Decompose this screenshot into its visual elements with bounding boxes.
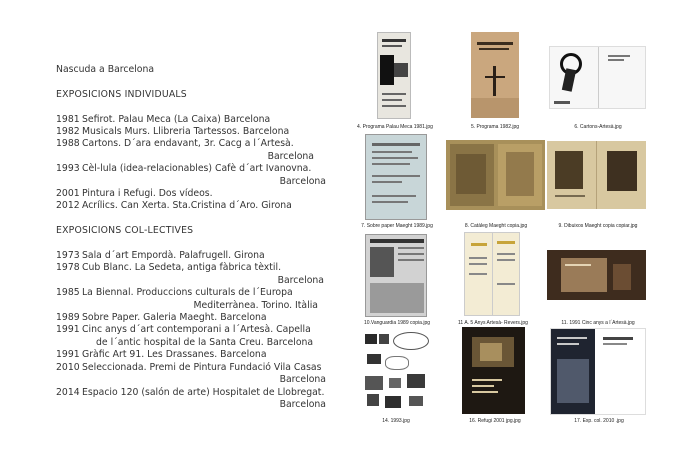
exhibition-entry-cont: Barcelona [279,175,326,187]
individual-heading: EXPOSICIONS INDIVIDUALS [56,88,187,100]
exhibition-entry: 2014 Espacio 120 (salón de arte) Hospitalet de Llobregat. [56,386,325,398]
collective-heading: EXPOSICIONS COL-LECTIVES [56,225,194,237]
exhibition-entry-cont: de l´antic hospital de la Santa Creu. Barcelona [96,336,314,348]
collective-list [56,250,346,411]
caption-4: 4. Programa Palau Meca 1981.jpg [357,124,433,130]
caption-10: 10.Vanguardia 1989 copia.jpg [363,320,431,326]
thumbnail-refugi-2001 [462,327,525,414]
thumbnail-programa-palau-meca [377,32,411,119]
exhibition-entry: 1982 Musicals Murs. Llibreria Tartessos. Barcelona [56,126,290,137]
exhibition-entry: 1988 Cartons. D´ara endavant, 3r. Cacg a l´Artesà. [56,138,294,150]
birth-line: Nascuda a Barcelona [56,64,155,75]
exhibition-entry: 1991 Cinc anys d´art contemporani a l´Artesà. Capella [56,324,311,336]
thumbnail-1993 [363,330,429,414]
exhibition-entry-cont: Barcelona [277,274,324,286]
thumbnail-cataleg-maeght [446,140,545,210]
caption-14: 14. 1993.jpg [382,418,410,424]
caption-16: 16. Refugi 2001 jpg.jpg [469,418,521,424]
exhibition-entry: 2010 Seleccionada. Premi de Pintura Fundació Vila Casas [56,361,322,373]
caption-9: 9. Dibuixos Maeght copia copiar.jpg [558,223,638,229]
caption-7: 7. Sobre paper Maeght 1989.jpg [361,223,433,229]
individual-list [56,114,346,213]
exhibition-entry: 2012 Acrílics. Can Xerta. Sta.Cristina d´Aro. Girona [56,200,292,212]
thumbnail-1991-cinc-anys-artesa [547,250,646,300]
exhibition-entry: 2001 Pintura i Refugi. Dos vídeos. [56,188,213,200]
thumbnail-5-anys-artesa-revers [464,232,520,316]
caption-8: 8. Catàleg Maeght copia.jpg [464,223,528,229]
caption-5: 5. Programa 1982.jpg [470,124,520,130]
thumbnail-sobre-paper-maeght [365,134,427,220]
cv-text [56,64,346,411]
exhibition-entry-cont: Barcelona [267,150,314,162]
exhibition-entry: 1991 Gràfic Art 91. Les Drassanes. Barcelona [56,349,267,361]
thumbnail-dibuixos-maeght [547,141,646,209]
thumbnail-vanguardia-1989 [365,234,427,317]
caption-17: 17. Exp. col. 2010 .jpg [574,418,624,424]
caption-11a: 11 A. 5 Anys Artesà- Revers.jpg [458,320,528,326]
exhibition-entry: 1989 Sobre Paper. Galeria Maeght. Barcelona [56,312,267,324]
exhibition-entry: 1985 La Biennal. Produccions culturals de l´Europa [56,287,293,299]
caption-11: 11. 1991 Cinc anys a l´Artesà.jpg [561,320,635,326]
thumbnail-programa-1982 [471,32,519,118]
exhibition-entry-cont: Barcelona [279,374,326,386]
exhibition-entry: 1978 Cub Blanc. La Sedeta, antiga fàbrica tèxtil. [56,262,282,274]
thumbnail-cartons-artesa [549,46,646,109]
exhibition-entry-cont: Barcelona [279,398,326,410]
caption-6: 6. Cartons-Artesà.jpg [574,124,622,130]
exhibition-entry: 1973 Sala d´art Empordà. Palafrugell. Girona [56,250,265,262]
exhibition-entry-cont: Mediterrànea. Torino. Itàlia [193,299,318,311]
exhibition-entry: 1981 Sefirot. Palau Meca (La Caixa) Barcelona [56,113,271,125]
exhibition-entry: 1993 Cèl-lula (idea-relacionables) Cafè d´art Ivanovna. [56,163,312,175]
thumbnail-exp-col-2010 [550,328,646,415]
